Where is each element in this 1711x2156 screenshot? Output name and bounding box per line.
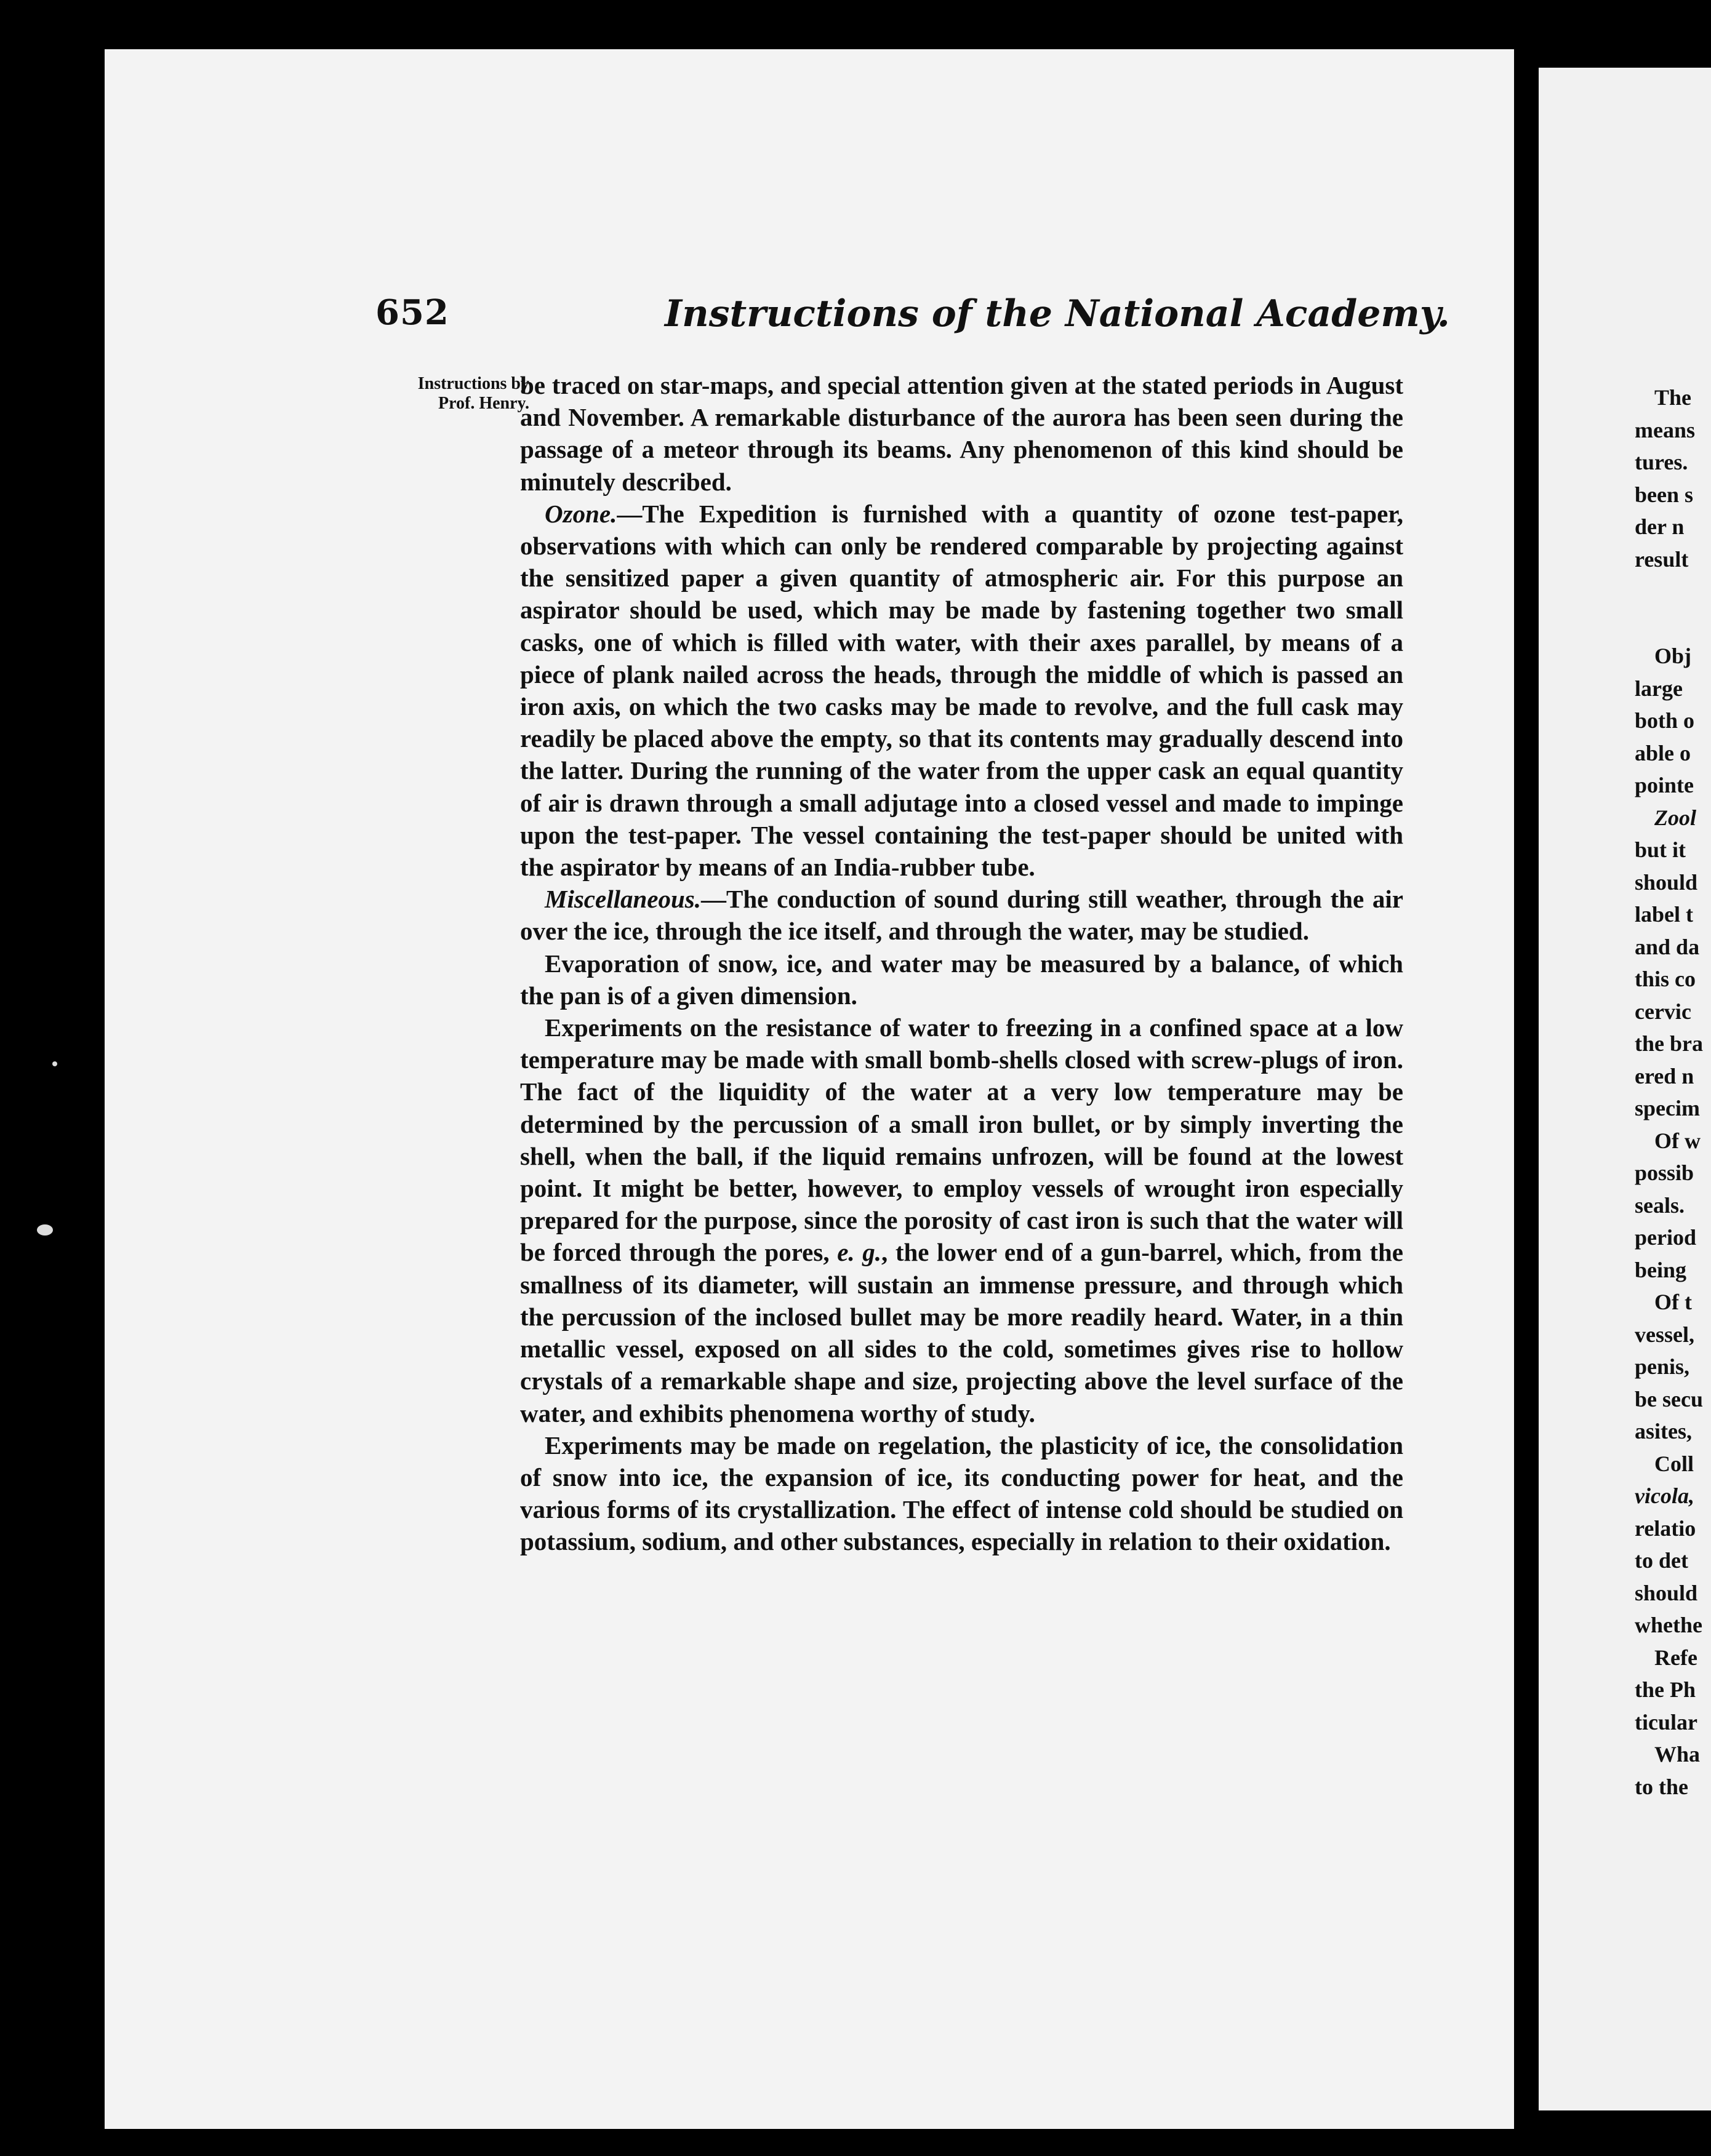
fragment-line: ered n xyxy=(1635,1063,1694,1088)
scan-speck xyxy=(37,1224,53,1236)
paragraph-text: Experiments on the resistance of water to freezing in a confined space at a low temperature may be made with small bomb-shells closed with screw-plugs of iron. The fact of the liquidity of the water at a very low temperature may be determined by the percussion of a small iron bullet, or by simply inverting the shell, when the ball, if the liquid remains unfrozen, will be found at the lowest point. It might be better, however, to employ vessels of wrought iron especially prepared for the purpose, since the porosity of cast iron is such that the water will be forced through the pores, xyxy=(520,1013,1403,1267)
scan-speck xyxy=(52,1061,57,1066)
margin-note-line: Instructions by xyxy=(417,374,529,393)
fragment-line: specim xyxy=(1635,1096,1700,1120)
fragment-line: penis, xyxy=(1635,1354,1690,1379)
fragment-line: label t xyxy=(1635,902,1693,927)
fragment-line: both o xyxy=(1635,708,1695,733)
fragment-line: asites, xyxy=(1635,1419,1692,1443)
fragment-line: and da xyxy=(1635,934,1700,959)
fragment-line: possib xyxy=(1635,1160,1694,1185)
fragment-line: Of w xyxy=(1654,1128,1701,1153)
paragraph: Experiments may be made on regelation, the plasticity of ice, the consolidation of snow into ice, the expansion of ice, its conducting power for heat, and the various forms of its crystallization. The effect of intense cold should be studied on potassium, sodium, and other substances, especially in relation to their oxidation. xyxy=(520,1431,1403,1556)
fragment-line: der n xyxy=(1635,514,1685,539)
fragment-line: cervic xyxy=(1635,999,1691,1024)
section-lead: Ozone. xyxy=(545,499,617,528)
fragment-line: to det xyxy=(1635,1548,1688,1573)
body-text xyxy=(520,369,1403,1558)
right-page-fragments xyxy=(1635,381,1711,1803)
page-header xyxy=(375,292,1450,341)
fragment-spacer xyxy=(1635,575,1711,640)
fragment-line: to the xyxy=(1635,1774,1688,1799)
fragment-line: tures. xyxy=(1635,450,1688,474)
fragment-line: pointe xyxy=(1635,773,1694,797)
paragraph xyxy=(520,1012,1403,1429)
page-number: 652 xyxy=(375,292,449,333)
fragment-line: the Ph xyxy=(1635,1677,1696,1702)
fragment-line: Refe xyxy=(1654,1645,1697,1670)
fragment-line: Wha xyxy=(1654,1742,1701,1767)
margin-note xyxy=(345,374,529,413)
fragment-line: being xyxy=(1635,1257,1687,1282)
fragment-line: this co xyxy=(1635,967,1696,991)
fragment-line: means xyxy=(1635,417,1695,442)
fragment-line: large xyxy=(1635,676,1683,701)
fragment-line: Coll xyxy=(1654,1451,1694,1476)
paragraph: Evaporation of snow, ice, and water may be measured by a balance, of which the pan is of a given dimension. xyxy=(520,949,1403,1010)
fragment-line: Obj xyxy=(1654,644,1692,668)
paragraph-miscellaneous xyxy=(520,883,1403,947)
fragment-line: relatio xyxy=(1635,1515,1696,1541)
margin-note-line: Prof. Henry. xyxy=(438,394,529,413)
fragment-line: Of t xyxy=(1654,1290,1692,1314)
abbreviation: e. g. xyxy=(837,1238,881,1267)
paragraph: be traced on star-maps, and special attention given at the stated periods in August and November. A remarkable disturbance of the aurora has been seen during the passage of a meteor through its beams. Any phenomenon of this kind should be minutely described. xyxy=(520,371,1403,496)
book-gutter xyxy=(1514,49,1539,2129)
fragment-line: seals. xyxy=(1635,1192,1685,1218)
fragment-line: but it xyxy=(1635,837,1686,862)
fragment-line: be secu xyxy=(1635,1386,1703,1411)
fragment-line: period xyxy=(1635,1225,1697,1250)
fragment-line: able o xyxy=(1635,740,1691,765)
fragment-line: vicola, xyxy=(1635,1483,1694,1508)
fragment-line: should xyxy=(1635,1580,1698,1605)
fragment-line: should xyxy=(1635,869,1698,895)
fragment-line: vessel, xyxy=(1635,1322,1694,1347)
paragraph-text: —The conduction of sound during still weather, through the air over the ice, through the ice itself, and through the water, may be studied. xyxy=(520,885,1403,946)
fragment-line: The xyxy=(1654,385,1692,410)
section-lead: Miscellaneous. xyxy=(545,885,701,914)
paragraph-text: —The Expedition is furnished with a quantity of ozone test-paper, observations with which can only be rendered comparable by projecting against the sensitized paper a given quantity of atmospheric air. For this purpose an aspirator should be used, which may be made by fastening together two small casks, one of which is filled with water, with their axes parallel, by means of a piece of plank nailed across the heads, through the middle of which is passed an iron axis, on which the two casks may be made to revolve, and the full cask may readily be placed above the empty, so that its contents may gradually descend into the latter. During the running of the water from the upper cask an equal quantity of air is drawn through a small adjutage into a closed vessel and made to impinge upon the test-paper. The vessel containing the test-paper should be united with the aspirator by means of an India-rubber tube. xyxy=(520,499,1403,882)
fragment-line: Zool xyxy=(1654,805,1696,830)
fragment-line: ticular xyxy=(1635,1709,1697,1735)
fragment-line: the bra xyxy=(1635,1031,1703,1056)
fragment-line: been s xyxy=(1635,482,1694,507)
fragment-line: result xyxy=(1635,546,1689,572)
paragraph-ozone xyxy=(520,498,1403,883)
running-title: Instructions of the National Academy. xyxy=(665,292,1450,335)
fragment-line: whethe xyxy=(1635,1613,1702,1637)
paragraph-text: , the lower end of a gun-barrel, which, from the smallness of its diameter, will sustain an immense pressure, and through which the percussion of the inclosed bullet may be more readily heard. Water, in a thin metallic vessel, exposed on all sides to the cold, sometimes gives rise to hollow crystals of a remarkable shape and size, projecting above the level surface of the water, and exhibits phenomena worthy of study. xyxy=(520,1238,1403,1427)
